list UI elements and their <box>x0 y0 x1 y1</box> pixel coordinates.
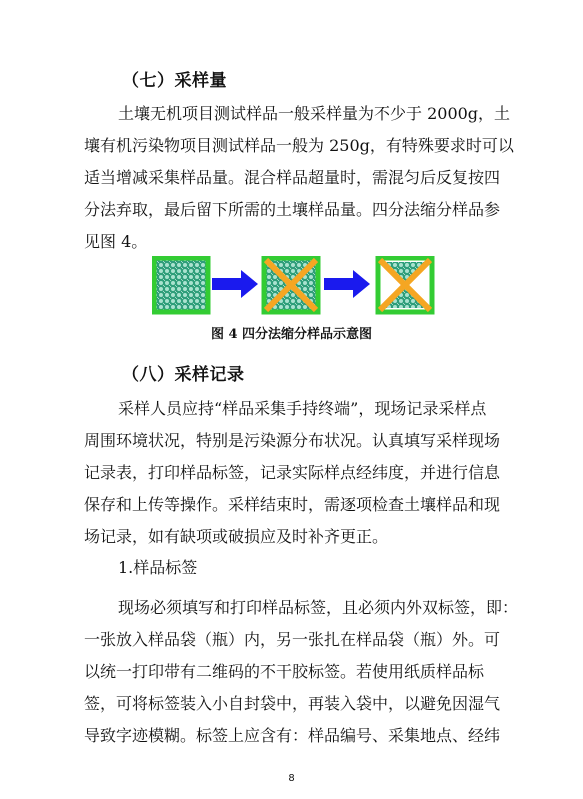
soil-sample-square-full <box>154 258 208 312</box>
paragraph-line: 导致字迹模糊。标签上应含有：样品编号、采集地点、经纬 <box>84 726 501 745</box>
quartering-diagram <box>152 256 452 318</box>
paragraph-line: 一张放入样品袋（瓶）内，另一张扎在样品袋（瓶）外。可 <box>84 630 501 649</box>
paragraph-line: 现场必须填写和打印样品标签，且必须内外双标签，即： <box>118 598 519 617</box>
arrow-right-icon <box>324 270 370 298</box>
paragraph-line: 以统一打印带有二维码的不干胶标签。若使用纸质样品标 <box>84 662 485 681</box>
figure-caption: 图 4 四分法缩分样品示意图 <box>210 327 373 342</box>
paragraph-sampling-amount <box>84 98 514 258</box>
subsection-title-sample-label: 1.样品标签 <box>118 558 198 577</box>
section-heading-sampling-amount: （七）采样量 <box>122 71 227 91</box>
soil-sample-square-reduced <box>378 258 432 312</box>
paragraph-line: 场记录，如有缺项或破损应及时补齐更正。 <box>84 527 389 546</box>
paragraph-line: 见图 4。 <box>84 232 148 251</box>
paragraph-line: 采样人员应持“样品采集手持终端”，现场记录采样点 <box>118 399 487 418</box>
paragraph-line: 保存和上传等操作。采样结束时，需逐项检查土壤样品和现 <box>84 495 501 514</box>
paragraph-sampling-record <box>84 393 504 553</box>
page-number: 8 <box>288 773 295 784</box>
soil-sample-square-quartered <box>264 258 318 312</box>
paragraph-line: 分法弃取，最后留下所需的土壤样品量。四分法缩分样品参 <box>84 200 501 219</box>
paragraph-line: 土壤无机项目测试样品一般采样量为不少于 2000g，土 <box>118 104 511 123</box>
section-heading-sampling-record: （八）采样记录 <box>122 365 245 385</box>
paragraph-line: 记录表，打印样品标签，记录实际样点经纬度，并进行信息 <box>84 463 501 482</box>
paragraph-sample-label <box>84 592 519 752</box>
paragraph-line: 适当增减采集样品量。混合样品超量时，需混匀后反复按四 <box>84 168 501 187</box>
paragraph-line: 壤有机污染物项目测试样品一般为 250g，有特殊要求时可以 <box>84 136 514 155</box>
paragraph-line: 签，可将标签装入小自封袋中，再装入袋中，以避免因湿气 <box>84 694 501 713</box>
paragraph-line: 周围环境状况，特别是污染源分布状况。认真填写采样现场 <box>84 431 501 450</box>
arrow-right-icon <box>212 270 258 298</box>
